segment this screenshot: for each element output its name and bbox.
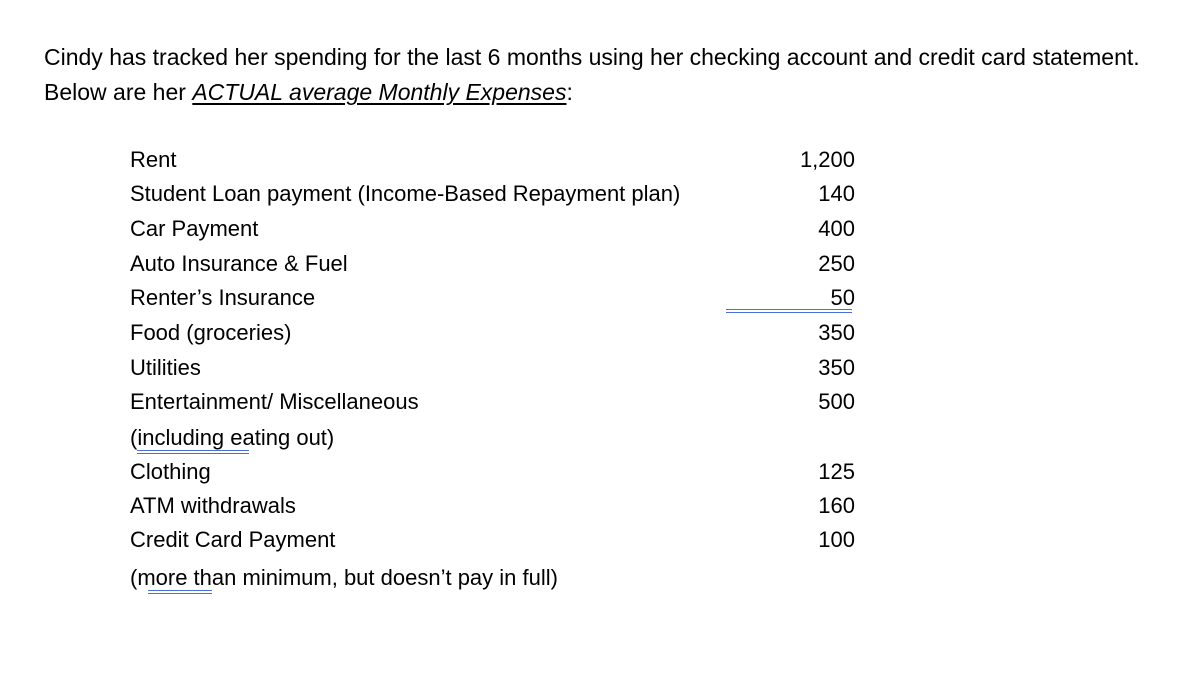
expense-amount: 500 xyxy=(818,389,855,414)
expense-label: Rent xyxy=(130,147,177,172)
expense-label: ATM withdrawals xyxy=(130,493,296,518)
expense-amount: 140 xyxy=(818,181,855,206)
expense-label: Utilities xyxy=(130,355,201,380)
spellcheck-underline xyxy=(137,450,249,454)
expense-label: Auto Insurance & Fuel xyxy=(130,251,348,276)
expense-amount: 350 xyxy=(818,320,855,345)
intro-paragraph xyxy=(44,40,1164,110)
expense-amount: 160 xyxy=(818,493,855,518)
expense-label: Food (groceries) xyxy=(130,320,292,345)
expense-amount: 1,200 xyxy=(799,147,855,172)
expense-row-utilities xyxy=(130,351,855,385)
expense-label: Renter’s Insurance xyxy=(130,285,316,310)
expense-label: Entertainment/ Miscellaneous xyxy=(130,389,419,414)
intro-emphasis: ACTUAL average Monthly Expenses xyxy=(192,79,567,105)
expense-amount: 400 xyxy=(818,216,855,241)
expense-row-rent xyxy=(130,143,855,177)
credit-card-note: (more than minimum, but doesn’t pay in full) xyxy=(130,565,558,590)
expense-row-credit-card xyxy=(130,523,855,557)
expense-row-entertainment xyxy=(130,385,855,419)
expense-row-atm xyxy=(130,489,855,523)
entertainment-note: (including eating out) xyxy=(130,425,335,450)
spellcheck-underline xyxy=(148,590,212,594)
expense-label: Clothing xyxy=(130,459,211,484)
expense-label: Credit Card Payment xyxy=(130,527,336,552)
expense-amount: 50 xyxy=(830,285,855,310)
expense-amount: 100 xyxy=(818,527,855,552)
intro-sentence: Cindy has tracked her spending for the last 6 months using her checking account and credit card statement. Below are her xyxy=(44,44,1140,105)
expense-row-car-payment xyxy=(130,212,855,246)
expense-row-clothing xyxy=(130,455,855,489)
expense-amount: 350 xyxy=(818,355,855,380)
expense-label: Student Loan payment (Income-Based Repayment plan) xyxy=(130,181,681,206)
expense-row-student-loan xyxy=(130,177,855,211)
expense-amount: 250 xyxy=(818,251,855,276)
expense-amount: 125 xyxy=(818,459,855,484)
spellcheck-underline xyxy=(726,309,852,313)
expense-row-food xyxy=(130,316,855,350)
intro-suffix: : xyxy=(566,79,573,105)
expense-row-auto-insurance xyxy=(130,247,855,281)
expense-label: Car Payment xyxy=(130,216,259,241)
